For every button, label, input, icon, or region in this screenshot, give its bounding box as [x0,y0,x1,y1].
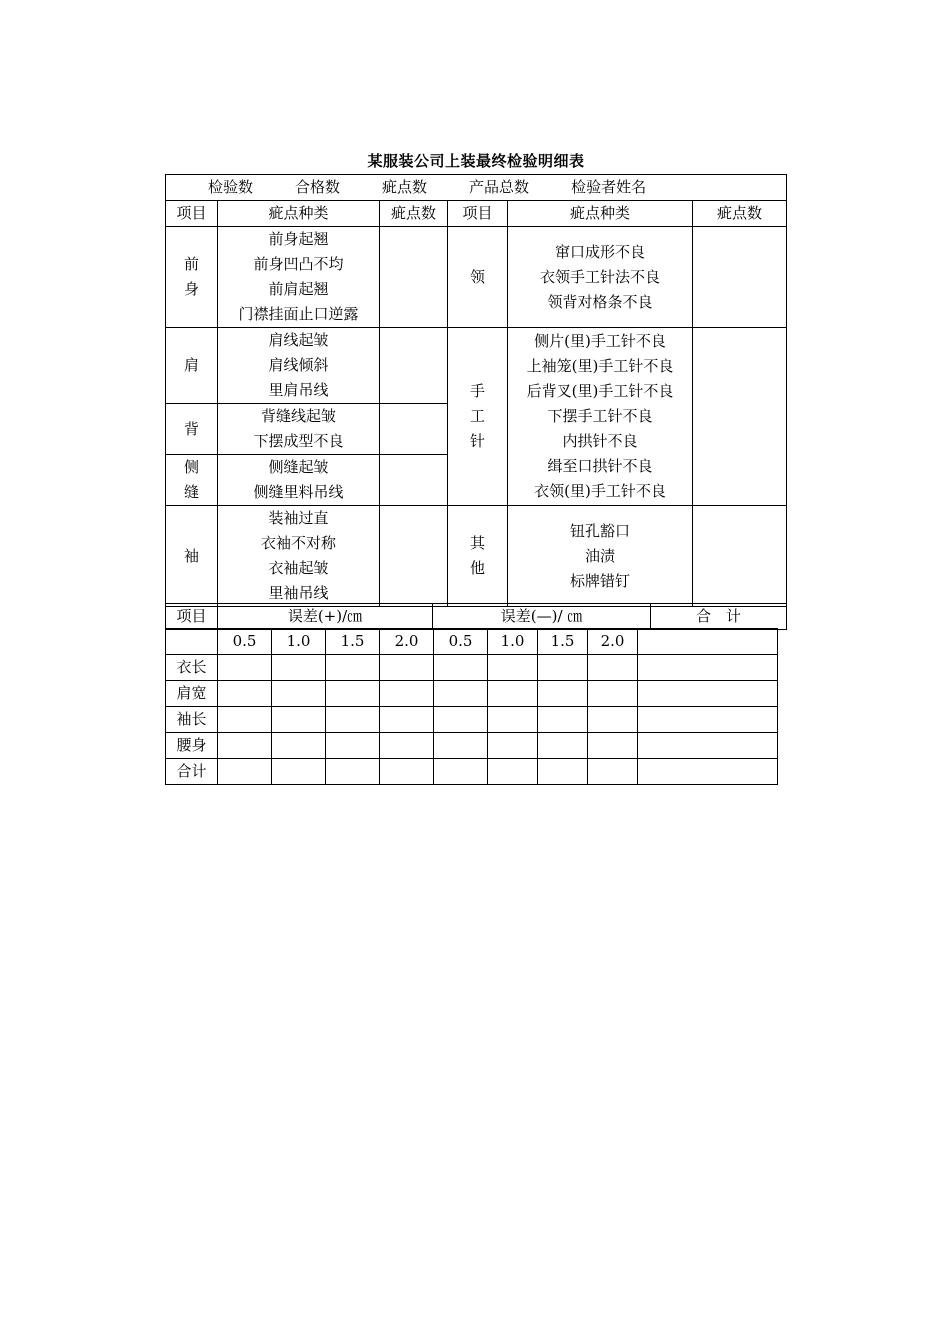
inspector-name-label: 检验者姓名 [571,178,647,196]
entry-cell[interactable] [488,707,538,733]
defects-side-seam: 侧缝起皱 侧缝里料吊线 [218,455,380,506]
table-row [166,759,778,785]
item-collar: 领 [448,227,508,328]
count-cell[interactable] [380,455,448,506]
tolerance-plus-value: 1.0 [272,629,326,655]
entry-cell[interactable] [272,707,326,733]
entry-cell[interactable] [588,681,638,707]
entry-cell[interactable] [326,733,380,759]
count-cell[interactable] [380,227,448,328]
header-count-right: 疵点数 [693,201,787,227]
entry-cell[interactable] [218,681,272,707]
defect-table [165,174,787,607]
entry-cell[interactable] [538,707,588,733]
entry-cell[interactable] [272,759,326,785]
defects-sleeve: 装袖过直 衣袖不对称 衣袖起皱 里袖吊线 [218,506,380,607]
entry-cell[interactable] [488,681,538,707]
item-back: 背 [166,404,218,455]
entry-cell[interactable] [326,707,380,733]
tolerance-minus-header: 误差(—)/ ㎝ [433,604,651,630]
entry-cell[interactable] [488,759,538,785]
entry-cell[interactable] [434,707,488,733]
count-cell[interactable] [693,227,787,328]
entry-cell[interactable] [588,707,638,733]
entry-cell[interactable] [588,759,638,785]
entry-cell[interactable] [272,655,326,681]
inspected-count-label: 检验数 [208,178,254,196]
entry-cell[interactable] [538,655,588,681]
entry-cell[interactable] [380,655,434,681]
count-cell[interactable] [693,506,787,607]
count-cell[interactable] [693,328,787,506]
item-shoulder: 肩 [166,328,218,404]
header-type-right: 疵点种类 [508,201,693,227]
entry-cell[interactable] [380,759,434,785]
header-count-left: 疵点数 [380,201,448,227]
tolerance-header-row [166,604,787,630]
tolerance-table [165,628,778,785]
item-sleeve: 袖 [166,506,218,607]
entry-cell[interactable] [434,681,488,707]
entry-cell[interactable] [218,707,272,733]
entry-cell[interactable] [218,759,272,785]
table-row [166,655,778,681]
entry-cell[interactable] [380,733,434,759]
item-other: 其 他 [448,506,508,607]
table-row [166,506,787,607]
defects-back: 背缝线起皱 下摆成型不良 [218,404,380,455]
qualified-count-label: 合格数 [295,178,341,196]
defects-front-body: 前身起翘 前身凹凸不均 前肩起翘 门襟挂面止口逆露 [218,227,380,328]
defect-count-label: 疵点数 [382,178,428,196]
entry-cell[interactable] [326,655,380,681]
count-cell[interactable] [380,404,448,455]
count-cell[interactable] [380,506,448,607]
entry-cell[interactable] [326,759,380,785]
entry-cell[interactable] [538,681,588,707]
info-row [166,175,787,201]
total-cell[interactable] [638,629,778,655]
count-cell[interactable] [380,328,448,404]
total-cell[interactable] [638,681,778,707]
defect-header-row [166,201,787,227]
table-row [166,227,787,328]
row-label-shoulder: 肩宽 [166,681,218,707]
tolerance-plus-value: 1.5 [326,629,380,655]
tolerance-minus-value: 0.5 [434,629,488,655]
table-row [166,733,778,759]
row-label-total: 合计 [166,759,218,785]
entry-cell[interactable] [588,733,638,759]
defects-collar: 窜口成形不良 衣领手工针法不良 领背对格条不良 [508,227,693,328]
entry-cell[interactable] [434,733,488,759]
total-cell[interactable] [638,707,778,733]
total-cell[interactable] [638,733,778,759]
total-cell[interactable] [638,655,778,681]
item-side-seam: 侧 缝 [166,455,218,506]
total-cell[interactable] [638,759,778,785]
entry-cell[interactable] [538,759,588,785]
tolerance-plus-value: 2.0 [380,629,434,655]
table-row [166,681,778,707]
entry-cell[interactable] [272,681,326,707]
tolerance-minus-value: 1.0 [488,629,538,655]
item-front-body: 前 身 [166,227,218,328]
item-hand-stitch: 手 工 针 [448,328,508,506]
defects-hand-stitch: 侧片(里)手工针不良 上袖笼(里)手工针不良 后背叉(里)手工针不良 下摆手工针不良 内拱针不良 缉至口拱针不良 衣领(里)手工针不良 [508,328,693,506]
tolerance-minus-value: 2.0 [588,629,638,655]
product-total-label: 产品总数 [469,178,530,196]
tolerance-minus-value: 1.5 [538,629,588,655]
tolerance-total-header: 合 计 [651,604,787,630]
header-item-left: 项目 [166,201,218,227]
empty-corner-cell [166,629,218,655]
entry-cell[interactable] [380,681,434,707]
row-label-sleeve: 袖长 [166,707,218,733]
entry-cell[interactable] [588,655,638,681]
defects-shoulder: 肩线起皱 肩线倾斜 里肩吊线 [218,328,380,404]
entry-cell[interactable] [488,733,538,759]
tolerance-header-table [165,603,787,630]
entry-cell[interactable] [218,655,272,681]
row-label-length: 衣长 [166,655,218,681]
tolerance-item-header: 项目 [166,604,218,630]
defects-other: 钮孔豁口 油渍 标牌错钉 [508,506,693,607]
tolerance-plus-value: 0.5 [218,629,272,655]
header-item-right: 项目 [448,201,508,227]
entry-cell[interactable] [538,733,588,759]
tolerance-values-row [166,629,778,655]
row-label-waist: 腰身 [166,733,218,759]
header-type-left: 疵点种类 [218,201,380,227]
tolerance-plus-header: 误差(+)/㎝ [218,604,433,630]
entry-cell[interactable] [488,655,538,681]
entry-cell[interactable] [326,681,380,707]
entry-cell[interactable] [272,733,326,759]
table-row [166,707,778,733]
entry-cell[interactable] [218,733,272,759]
entry-cell[interactable] [434,655,488,681]
page-title: 某服装公司上装最终检验明细表 [367,152,585,170]
entry-cell[interactable] [380,707,434,733]
table-row [166,328,787,404]
entry-cell[interactable] [434,759,488,785]
